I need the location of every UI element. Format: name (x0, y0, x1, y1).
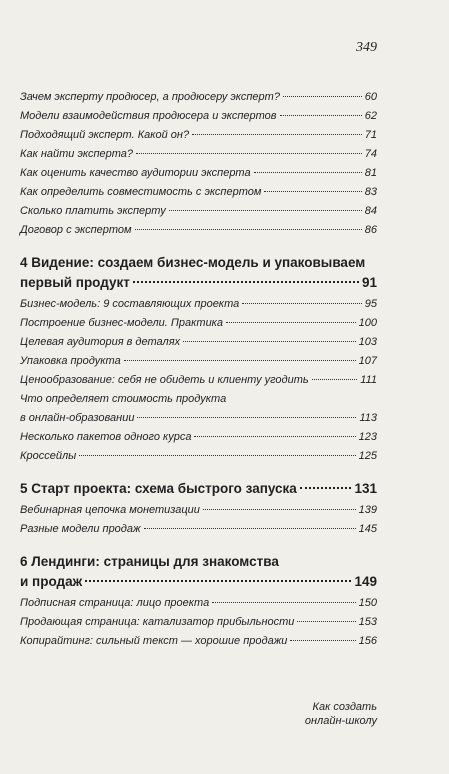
toc-entry (20, 221, 377, 240)
toc-entry (20, 352, 377, 371)
toc-entry (20, 594, 377, 613)
chapter-title-line (20, 572, 377, 592)
toc-section (20, 253, 377, 466)
toc-entry-title: Договор с экспертом (20, 224, 132, 236)
toc-entry-page: 71 (364, 129, 377, 141)
page-number: 349 (356, 40, 377, 55)
dot-leader (136, 153, 362, 154)
dot-leader (203, 509, 356, 510)
toc-entry-title: Как найти эксперта? (20, 148, 134, 160)
toc-entry-page: 84 (364, 205, 377, 217)
toc-entry-page: 100 (358, 317, 377, 329)
toc-entry-page: 86 (364, 224, 377, 236)
toc-entry (20, 88, 377, 107)
dot-leader (183, 341, 356, 342)
dot-leader (300, 487, 352, 489)
toc-entry (20, 314, 377, 333)
toc-entry-page: 153 (358, 616, 377, 628)
dot-leader (242, 303, 361, 304)
toc-entry (20, 126, 377, 145)
toc-entry (20, 145, 377, 164)
toc-entry-title: в онлайн-образовании (20, 412, 135, 424)
dot-leader (254, 172, 362, 173)
toc-entry (20, 520, 377, 539)
toc-entry-title: Копирайтинг: сильный текст — хорошие продажи (20, 635, 288, 647)
dot-leader (144, 528, 356, 529)
toc-entry-title: Подписная страница: лицо проекта (20, 597, 210, 609)
toc-entry (20, 371, 377, 390)
dot-leader (312, 379, 358, 380)
dot-leader (192, 134, 362, 135)
toc-entry-page: 74 (364, 148, 377, 160)
chapter-heading (20, 552, 377, 592)
dot-leader (264, 191, 361, 192)
toc-entry-page: 95 (364, 298, 377, 310)
dot-leader (133, 281, 359, 283)
dot-leader (297, 621, 355, 622)
toc-entry-title: Что определяет стоимость продукта (20, 393, 227, 405)
toc-entry-title: Модели взаимодействия продюсера и экспертов (20, 110, 277, 122)
toc-section (20, 479, 377, 539)
running-footer (305, 700, 377, 728)
toc-entry-title: Упаковка продукта (20, 355, 121, 367)
dot-leader (280, 115, 362, 116)
toc-entry (20, 107, 377, 126)
dot-leader (290, 640, 355, 641)
dot-leader (137, 417, 356, 418)
toc-entry-title: Как определить совместимость с экспертом (20, 186, 262, 198)
toc-entry-title: Зачем эксперту продюсер, а продюсеру эксперт? (20, 91, 280, 103)
toc-entry-title: Построение бизнес-модели. Практика (20, 317, 223, 329)
chapter-title-cont: и продаж (20, 574, 83, 589)
toc-section (20, 88, 377, 240)
dot-leader (226, 322, 356, 323)
dot-leader (283, 96, 362, 97)
toc-entry-title: Несколько пакетов одного курса (20, 431, 192, 443)
toc-entry (20, 447, 377, 466)
toc-entry-title: Сколько платить эксперту (20, 205, 166, 217)
dot-leader (212, 602, 355, 603)
toc-entry-title: Разные модели продаж (20, 523, 141, 535)
toc-entry-title: Ценообразование: себя не обидеть и клиенту угодить (20, 374, 309, 386)
toc-entry-title: Подходящий эксперт. Какой он? (20, 129, 190, 141)
chapter-heading (20, 479, 377, 499)
toc-entry (20, 632, 377, 651)
chapter-page: 149 (354, 574, 377, 589)
toc-entry (20, 428, 377, 447)
toc-entry-page: 123 (358, 431, 377, 443)
toc-entry-title: Как оценить качество аудитории эксперта (20, 167, 251, 179)
toc-entry-title: Продающая страница: катализатор прибыльности (20, 616, 295, 628)
dot-leader (79, 455, 355, 456)
chapter-title-line (20, 273, 377, 293)
chapter-page: 131 (354, 481, 377, 496)
toc-entry-page: 125 (358, 450, 377, 462)
chapter-heading (20, 253, 377, 293)
toc-entry (20, 164, 377, 183)
toc-entry (20, 295, 377, 314)
chapter-title-line: 6 Лендинги: страницы для знакомства (20, 554, 279, 569)
toc-entry-page: 83 (364, 186, 377, 198)
toc-entry-title: Бизнес-модель: 9 составляющих проекта (20, 298, 240, 310)
toc-entry (20, 183, 377, 202)
toc-entry-page: 111 (360, 374, 377, 386)
toc-entry (20, 501, 377, 520)
table-of-contents (20, 88, 377, 651)
toc-entry-title: Вебинарная цепочка монетизации (20, 504, 200, 516)
toc-entry (20, 202, 377, 221)
toc-entry-title: Кроссейлы (20, 450, 77, 462)
toc-entry-page: 145 (358, 523, 377, 535)
toc-entry (20, 409, 377, 428)
toc-entry-page: 139 (358, 504, 377, 516)
toc-entry-page: 150 (358, 597, 377, 609)
chapter-title: 5 Старт проекта: схема быстрого запуска (20, 481, 297, 496)
toc-entry-page: 156 (358, 635, 377, 647)
toc-entry-page: 81 (364, 167, 377, 179)
toc-entry (20, 333, 377, 352)
toc-entry-title: Целевая аудитория в деталях (20, 336, 181, 348)
chapter-title-line: 4 Видение: создаем бизнес-модель и упаковываем (20, 255, 366, 270)
dot-leader (169, 210, 362, 211)
toc-entry (20, 613, 377, 632)
footer-line: онлайн-школу (304, 715, 377, 727)
toc-entry-line (20, 390, 377, 409)
toc-entry-page: 113 (359, 412, 377, 424)
footer-line: Как создать (312, 701, 377, 713)
toc-entry-page: 103 (358, 336, 377, 348)
toc-entry-page: 60 (364, 91, 377, 103)
dot-leader (85, 580, 351, 582)
chapter-title-line (20, 479, 377, 499)
toc-entry-page: 62 (364, 110, 377, 122)
chapter-title-cont: первый продукт (20, 275, 130, 290)
dot-leader (135, 229, 362, 230)
toc-entry-page: 107 (358, 355, 377, 367)
dot-leader (124, 360, 356, 361)
dot-leader (194, 436, 355, 437)
toc-section (20, 552, 377, 651)
chapter-page: 91 (361, 275, 377, 290)
